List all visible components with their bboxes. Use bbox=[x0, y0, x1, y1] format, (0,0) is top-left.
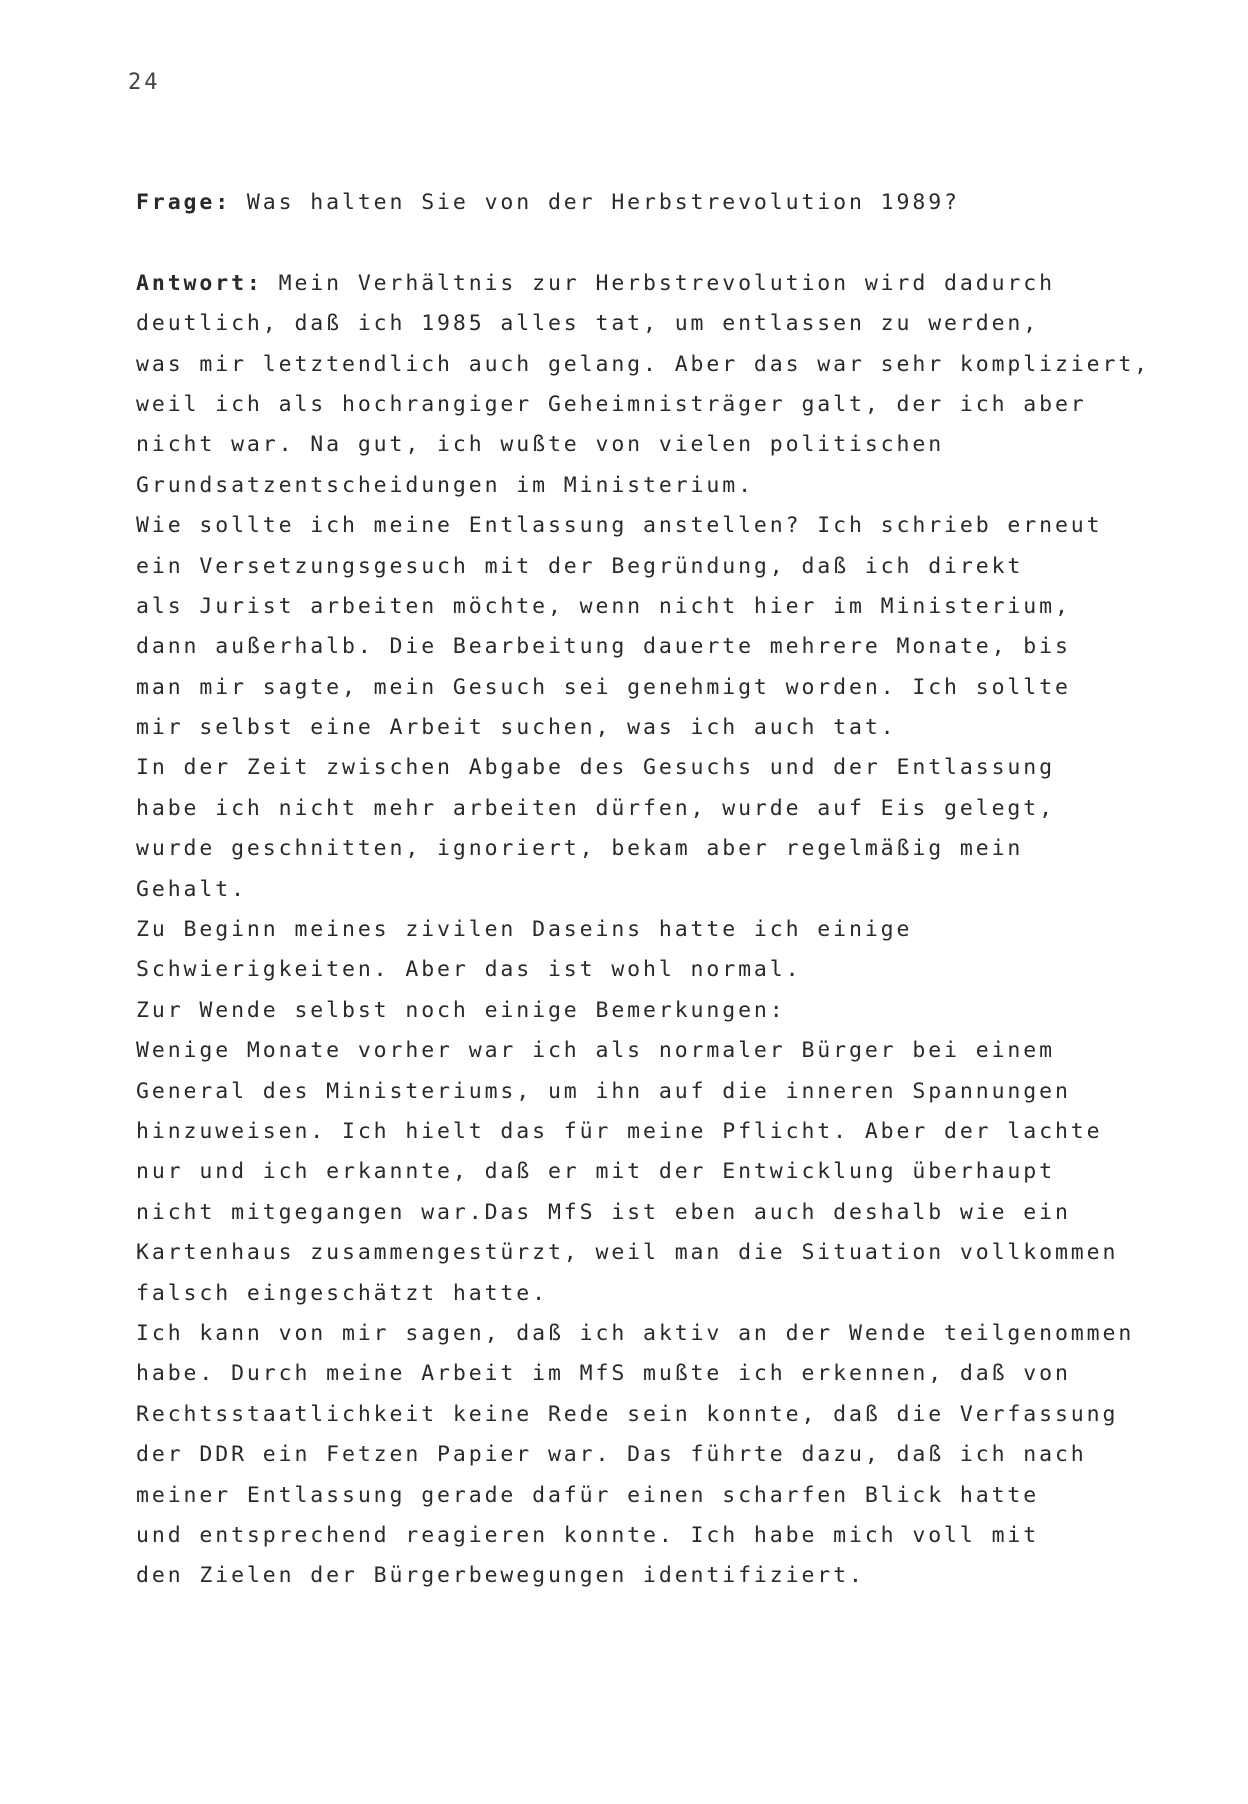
answer-line: wurde geschnitten, ignoriert, bekam aber regelmäßig mein bbox=[136, 836, 1024, 862]
answer-line: General des Ministeriums, um ihn auf die inneren Spannungen bbox=[136, 1078, 1071, 1104]
answer-line: hinzuweisen. Ich hielt das für meine Pflicht. Aber der lachte bbox=[136, 1118, 1103, 1144]
answer-line: man mir sagte, mein Gesuch sei genehmigt worden. Ich sollte bbox=[136, 674, 1071, 700]
paragraph-gap bbox=[136, 223, 1176, 263]
answer-line: was mir letztendlich auch gelang. Aber das war sehr kompliziert, bbox=[136, 351, 1151, 377]
answer-line: nur und ich erkannte, daß er mit der Entwicklung überhaupt bbox=[136, 1159, 1055, 1185]
answer-line: In der Zeit zwischen Abgabe des Gesuchs und der Entlassung bbox=[136, 755, 1055, 781]
answer-line: habe ich nicht mehr arbeiten dürfen, wurde auf Eis gelegt, bbox=[136, 795, 1055, 821]
answer-line: habe. Durch meine Arbeit im MfS mußte ich erkennen, daß von bbox=[136, 1361, 1071, 1387]
question-line bbox=[136, 183, 1176, 223]
answer-line: Ich kann von mir sagen, daß ich aktiv an der Wende teilgenommen bbox=[136, 1320, 1135, 1346]
answer-line: Grundsatzentscheidungen im Ministerium. bbox=[136, 472, 754, 498]
answer-body bbox=[136, 304, 1176, 1597]
answer-line: mir selbst eine Arbeit suchen, was ich auch tat. bbox=[136, 715, 897, 741]
answer-line: Wie sollte ich meine Entlassung anstellen? Ich schrieb erneut bbox=[136, 513, 1103, 539]
answer-line: falsch eingeschätzt hatte. bbox=[136, 1280, 548, 1306]
answer-line: Gehalt. bbox=[136, 876, 247, 902]
answer-label: Antwort: bbox=[136, 270, 263, 296]
answer-line: Zu Beginn meines zivilen Daseins hatte ich einige bbox=[136, 917, 913, 943]
answer-line: Schwierigkeiten. Aber das ist wohl normal. bbox=[136, 957, 802, 983]
answer-line: Zur Wende selbst noch einige Bemerkungen: bbox=[136, 997, 786, 1023]
question-text: Was halten Sie von der Herbstrevolution 1989? bbox=[231, 190, 960, 215]
answer-line: den Zielen der Bürgerbewegungen identifiziert. bbox=[136, 1563, 865, 1589]
answer-line: Rechtsstaatlichkeit keine Rede sein konnte, daß die Verfassung bbox=[136, 1401, 1119, 1427]
answer-line: deutlich, daß ich 1985 alles tat, um entlassen zu werden, bbox=[136, 311, 1040, 337]
answer-line: weil ich als hochrangiger Geheimnisträger galt, der ich aber bbox=[136, 391, 1087, 417]
answer-first-line bbox=[136, 264, 1176, 304]
answer-first-line-text: Mein Verhältnis zur Herbstrevolution wird dadurch bbox=[262, 270, 1055, 296]
interview-text bbox=[136, 183, 1176, 1597]
answer-line: Kartenhaus zusammengestürzt, weil man die Situation vollkommen bbox=[136, 1240, 1119, 1266]
answer-line: und entsprechend reagieren konnte. Ich habe mich voll mit bbox=[136, 1522, 1040, 1548]
answer-line: meiner Entlassung gerade dafür einen scharfen Blick hatte bbox=[136, 1482, 1040, 1508]
answer-line: Wenige Monate vorher war ich als normaler Bürger bei einem bbox=[136, 1038, 1055, 1064]
answer-line: dann außerhalb. Die Bearbeitung dauerte mehrere Monate, bis bbox=[136, 634, 1071, 660]
page-number: 24 bbox=[128, 70, 161, 95]
answer-line: nicht war. Na gut, ich wußte von vielen politischen bbox=[136, 432, 945, 458]
answer-line: nicht mitgegangen war.Das MfS ist eben auch deshalb wie ein bbox=[136, 1199, 1071, 1225]
answer-line: ein Versetzungsgesuch mit der Begründung, daß ich direkt bbox=[136, 553, 1024, 579]
answer-line: der DDR ein Fetzen Papier war. Das führte dazu, daß ich nach bbox=[136, 1442, 1087, 1468]
question-label: Frage: bbox=[136, 190, 232, 215]
answer-line: als Jurist arbeiten möchte, wenn nicht hier im Ministerium, bbox=[136, 593, 1071, 619]
